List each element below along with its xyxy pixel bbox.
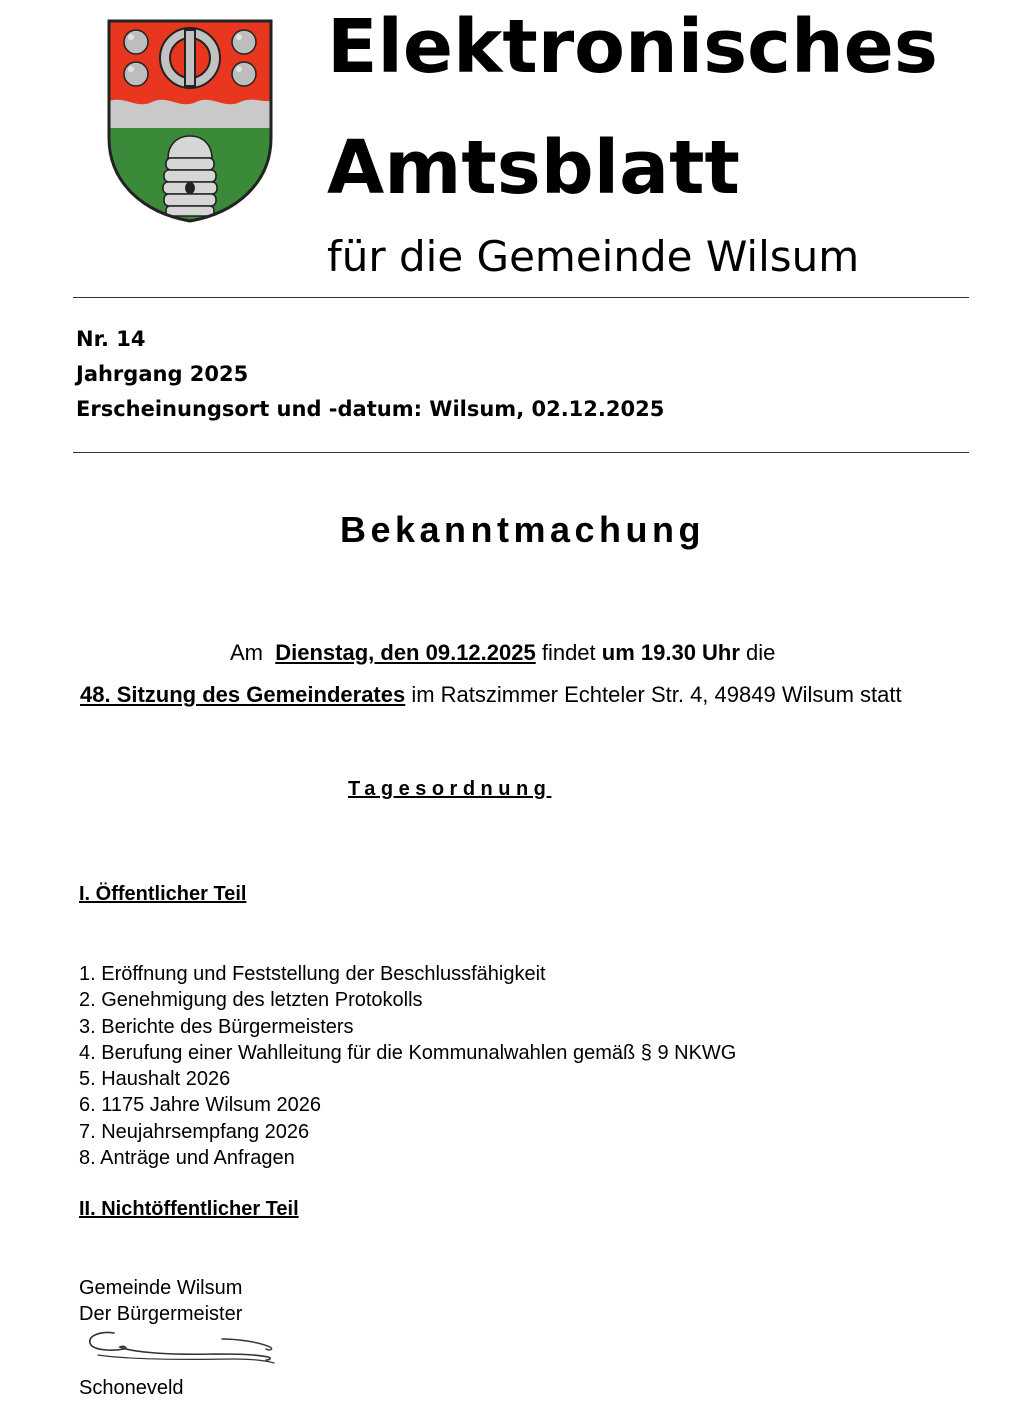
agenda-item: 1. Eröffnung und Feststellung der Beschlussfähigkeit [79, 963, 546, 985]
notice-line1-prefix: Am [230, 640, 270, 665]
issue-number: Nr. 14 [76, 327, 146, 351]
coat-of-arms-logo [106, 18, 274, 224]
agenda-item: 3. Berichte des Bürgermeisters [79, 1015, 354, 1038]
agenda-title: Tagesordnung [348, 778, 552, 800]
agenda-item: 8. Anträge und Anfragen [79, 1147, 295, 1170]
signature-municipality: Gemeinde Wilsum [79, 1277, 243, 1299]
agenda-item: 6. 1175 Jahre Wilsum 2026 [79, 1094, 321, 1117]
crest-ball-icon [124, 30, 148, 54]
signature-role: Der Bürgermeister [79, 1303, 243, 1325]
public-section-heading: I. Öffentlicher Teil [79, 883, 247, 905]
meeting-date: Dienstag, den 09.12.2025 [275, 640, 536, 665]
crest-beehive-icon [163, 136, 217, 216]
signature-name: Schoneveld [79, 1377, 184, 1399]
agenda-item: 7. Neujahrsempfang 2026 [79, 1120, 310, 1143]
meeting-location: im Ratszimmer Echteler Str. 4, 49849 Wilsum statt [405, 682, 902, 707]
crest-ball-icon [124, 62, 148, 86]
notice-heading: Bekanntmachung [339, 509, 706, 550]
agenda-item: 4. Berufung einer Wahlleitung für die Kommunalwahlen gemäß § 9 NKWG [79, 1041, 737, 1064]
crest-ball-icon [232, 30, 256, 54]
agenda-list [79, 961, 736, 1171]
agenda-item: 5. Haushalt 2026 [79, 1068, 231, 1091]
issue-year: Jahrgang 2025 [76, 362, 249, 386]
subtitle: für die Gemeinde Wilsum [327, 232, 860, 281]
title-line-1: Elektronisches [327, 4, 938, 90]
private-section-heading: II. Nichtöffentlicher Teil [79, 1198, 299, 1220]
divider-top [73, 297, 969, 298]
title-line-2: Amtsblatt [327, 125, 740, 211]
divider-bottom [73, 452, 969, 453]
agenda-item: 2. Genehmigung des letzten Protokolls [79, 989, 423, 1012]
notice-line-1 [230, 642, 775, 664]
crest-ball-icon [232, 62, 256, 86]
notice-line1-mid: findet [535, 640, 602, 665]
meeting-session: 48. Sitzung des Gemeinderates [80, 682, 406, 707]
crest-silver-wave [106, 100, 274, 130]
handwritten-signature [84, 1327, 280, 1369]
notice-line-2 [80, 684, 902, 706]
meeting-time: um 19.30 Uhr [601, 640, 740, 665]
issue-place-date: Erscheinungsort und -datum: Wilsum, 02.12.2025 [76, 397, 665, 421]
notice-line1-suffix: die [739, 640, 776, 665]
